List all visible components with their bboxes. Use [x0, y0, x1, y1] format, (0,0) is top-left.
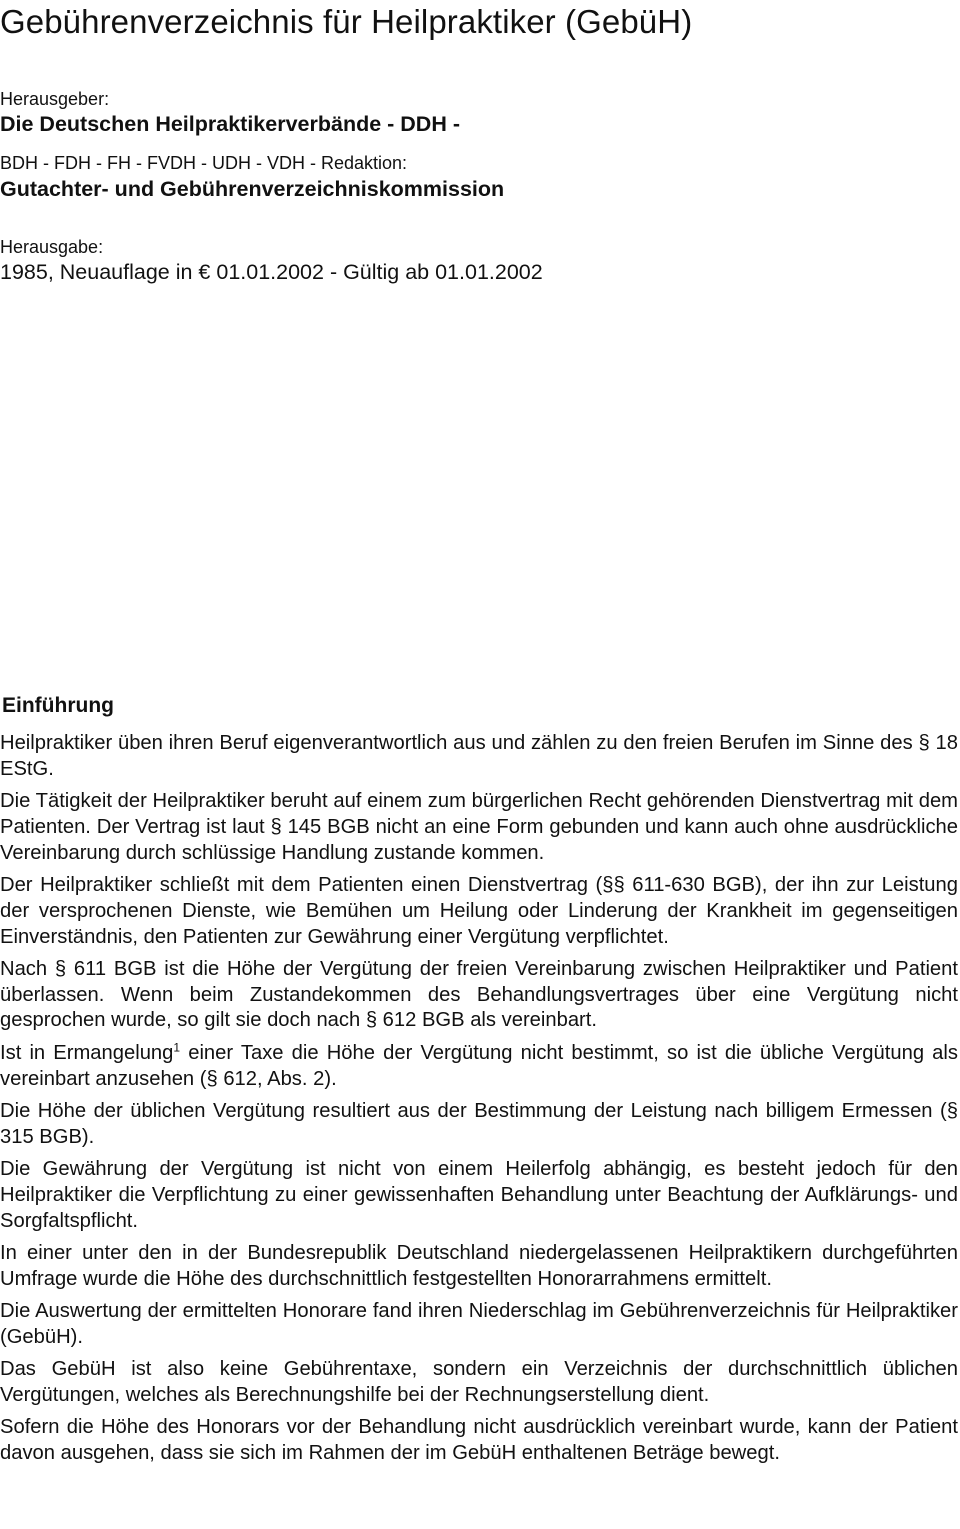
introduction-body	[0, 731, 958, 1473]
footnote-marker: 1	[173, 1040, 181, 1055]
edition-text: 1985, Neuauflage in € 01.01.2002 - Gültig ab 01.01.2002	[0, 260, 543, 284]
document-title: Gebührenverzeichnis für Heilpraktiker (GebüH)	[0, 3, 693, 40]
introduction-heading: Einführung	[2, 694, 114, 717]
associations-line: BDH - FDH - FH - FVDH - UDH - VDH - Redaktion:	[0, 153, 408, 173]
paragraph-text: Ist in Ermangelung	[0, 1041, 174, 1064]
editorial-commission: Gutachter- und Gebührenverzeichniskommission	[0, 177, 505, 201]
paragraph: Die Höhe der üblichen Vergütung resultiert aus der Bestimmung der Leistung nach billigem Ermessen (§ 315 BGB).	[0, 1099, 958, 1148]
paragraph: Der Heilpraktiker schließt mit dem Patienten einen Dienstvertrag (§§ 611-630 BGB), der ihn zur Leistung der versprochenen Dienste, wie Bemühen um Heilung oder Linderung der Krankheit im gegenseitigen Einverständnis, den Patienten zur Gewährung einer Vergütung verpflichtet.	[0, 873, 958, 948]
paragraph: Die Gewährung der Vergütung ist nicht von einem Heilerfolg abhängig, es besteht jedoch für den Heilpraktiker die Verpflichtung zu einer gewissenhaften Behandlung unter Beachtung der Aufklärungs- und Sorgfaltspflicht.	[0, 1157, 958, 1232]
paragraph: In einer unter den in der Bundesrepublik Deutschland niedergelassenen Heilpraktikern durchgeführten Umfrage wurde die Höhe des durchschnittlich festgestellten Honorarrahmens ermittelt.	[0, 1241, 958, 1290]
paragraph: Nach § 611 BGB ist die Höhe der Vergütung der freien Vereinbarung zwischen Heilpraktiker und Patient überlassen. Wenn beim Zustandekommen des Behandlungsvertrages über eine Vergütung nicht gesprochen wurde, so gilt sie doch nach § 612 BGB als vereinbart.	[0, 957, 958, 1032]
paragraph	[0, 1041, 958, 1093]
edition-label: Herausgabe:	[0, 237, 104, 257]
paragraph-text: einer Taxe die Höhe der Vergütung nicht bestimmt, so ist die übliche Vergütung als vereinbart anzusehen (§ 612, Abs. 2).	[0, 1041, 958, 1090]
paragraph: Die Tätigkeit der Heilpraktiker beruht auf einem zum bürgerlichen Recht gehörenden Dienstvertrag mit dem Patienten. Der Vertrag ist laut § 145 BGB nicht an eine Form gebunden und kann auch ohne ausdrückliche Vereinbarung durch schlüssige Handlung zustande kommen.	[0, 790, 958, 864]
paragraph: Sofern die Höhe des Honorars vor der Behandlung nicht ausdrücklich vereinbart wurde, kann der Patient davon ausgehen, dass sie sich im Rahmen der im GebüH enthaltenen Beträge bewegt.	[0, 1416, 958, 1464]
paragraph: Die Auswertung der ermittelten Honorare fand ihren Niederschlag im Gebührenverzeichnis für Heilpraktiker (GebüH).	[0, 1299, 958, 1348]
paragraph: Heilpraktiker üben ihren Beruf eigenverantwortlich aus und zählen zu den freien Berufen im Sinne des § 18 EStG.	[0, 732, 958, 780]
publisher-name: Die Deutschen Heilpraktikerverbände - DDH -	[0, 112, 460, 136]
paragraph: Das GebüH ist also keine Gebührentaxe, sondern ein Verzeichnis der durchschnittlich üblichen Vergütungen, welches als Berechnungshilfe bei der Rechnungserstellung dient.	[0, 1358, 958, 1406]
publisher-label: Herausgeber:	[0, 89, 110, 109]
